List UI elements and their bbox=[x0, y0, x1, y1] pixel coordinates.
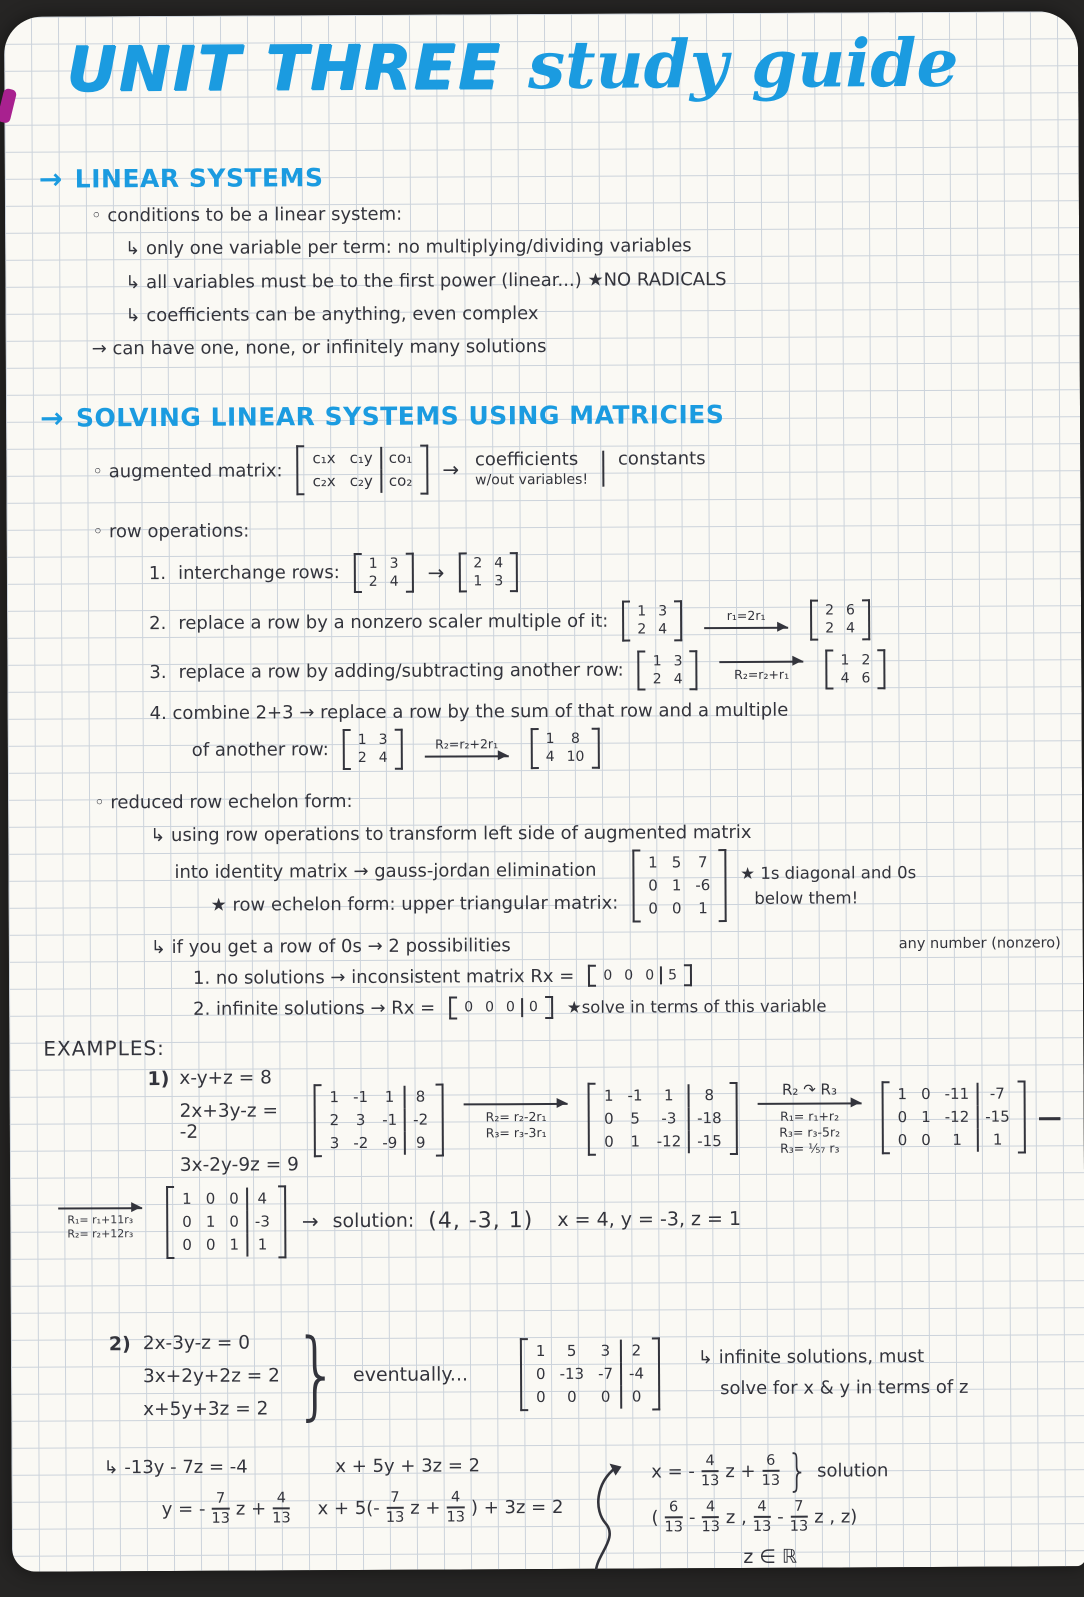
section-heading-linear-systems bbox=[39, 157, 1057, 195]
arrow-icon: → bbox=[442, 457, 460, 483]
zeros-line: ↳ if you get a row of 0s → 2 possibilities bbox=[150, 935, 511, 959]
matrix-cell: co₁ bbox=[380, 447, 420, 470]
matrix-cell: 0 bbox=[624, 967, 634, 984]
fraction: $\frac{4}{13}$ bbox=[700, 1452, 720, 1490]
op-text: replace a row by a nonzero scaler multiple of it: bbox=[178, 610, 609, 634]
matrix-cell: 6 bbox=[845, 602, 855, 619]
matrix-cell: 1 bbox=[246, 1233, 277, 1256]
op-number: 1. bbox=[148, 563, 167, 585]
matrix-cell: -12 bbox=[944, 1107, 970, 1126]
matrix-cell: c₂y bbox=[349, 472, 373, 491]
matrix-cell: 4 bbox=[840, 670, 850, 687]
matrix-cell: -15 bbox=[976, 1106, 1017, 1129]
matrix bbox=[354, 552, 414, 593]
matrix-cell: 1 bbox=[329, 1088, 340, 1107]
matrix-cell: 2 bbox=[329, 1111, 340, 1130]
curve-connector bbox=[589, 1453, 626, 1573]
matrix-cell: 0 bbox=[600, 1387, 611, 1406]
matrix-cell: 0 bbox=[229, 1189, 239, 1208]
matrix-cell: 0 bbox=[648, 899, 658, 918]
zeros-case2: 2. infinite solutions → Rx = 0 0 0 0 ★solve in terms of this variable bbox=[193, 996, 827, 1020]
matrix-cell: 5 bbox=[566, 1341, 577, 1360]
matrix-cell: 0 bbox=[536, 1387, 546, 1406]
matrix-cell: 2 bbox=[825, 620, 835, 637]
matrix-cell: -11 bbox=[944, 1084, 970, 1103]
matrix-cell: 0 bbox=[485, 999, 495, 1016]
notes-content bbox=[4, 11, 1084, 1572]
matrix-cell: -2 bbox=[353, 1133, 369, 1153]
matrix-cell: 2 bbox=[473, 555, 483, 572]
row-op-2 bbox=[149, 598, 1059, 643]
example-2-working bbox=[103, 1445, 1064, 1576]
note-line-bullet: ↳ coefficients can be anything, even complex bbox=[125, 302, 539, 327]
matrix-cell: 0 bbox=[645, 967, 655, 984]
system-brace: } bbox=[293, 1318, 340, 1431]
row-op-4-matrices bbox=[192, 726, 1060, 771]
matrix-cell: -18 bbox=[688, 1107, 729, 1130]
matrix-cell: 4 bbox=[673, 670, 683, 688]
matrix-cell: 0 bbox=[182, 1212, 192, 1231]
row-op-4-text bbox=[150, 697, 1060, 726]
matrix bbox=[343, 729, 403, 770]
matrix-cell: 0 bbox=[205, 1189, 216, 1208]
matrix-cell: -13 bbox=[559, 1364, 585, 1383]
title-study-guide: study guide bbox=[527, 23, 959, 105]
row-op-1 bbox=[149, 549, 1059, 594]
fraction: $\frac{4}{13}$ bbox=[272, 1490, 291, 1527]
matrix-cell: 2 bbox=[825, 602, 835, 619]
row-op-arrow: R₂=r₂+r₁ bbox=[712, 657, 812, 683]
matrix-cell: 7 bbox=[697, 853, 708, 872]
matrix-cell: -9 bbox=[382, 1133, 398, 1152]
arrow-line bbox=[464, 1103, 568, 1106]
matrix-cell: 2 bbox=[357, 750, 367, 767]
z-in-reals: z ∈ ℝ bbox=[743, 1545, 798, 1568]
page-title bbox=[66, 23, 1057, 146]
matrix-cell: -1 bbox=[353, 1087, 369, 1107]
matrix-cell: 9 bbox=[404, 1132, 435, 1155]
fraction: $\frac{4}{13}$ bbox=[701, 1499, 720, 1536]
section-title: LINEAR SYSTEMS bbox=[74, 163, 324, 194]
zeros-case1: 1. no solutions → inconsistent matrix Rx = 0 0 0 5 bbox=[193, 962, 1061, 989]
matrix-cell: 1 bbox=[652, 652, 662, 669]
rref-text-col: into identity matrix → gauss-jordan elimination ★ row echelon form: upper triangular matrix: bbox=[174, 859, 619, 916]
matrix bbox=[449, 996, 553, 1019]
row-op-3 bbox=[149, 648, 1059, 693]
arrow-icon: → bbox=[301, 1209, 319, 1234]
matrix-cell: 0 bbox=[567, 1387, 577, 1406]
matrix-cell: 3 bbox=[673, 652, 683, 669]
divider-bar bbox=[602, 451, 604, 487]
matrix-cell: 6 bbox=[861, 670, 871, 687]
ref-matrix bbox=[632, 849, 726, 922]
fraction: $\frac{6}{13}$ bbox=[664, 1499, 684, 1536]
arrow-icon: → bbox=[427, 560, 445, 585]
eventually-label: eventually... bbox=[352, 1363, 469, 1387]
matrix-cell: -2 bbox=[404, 1109, 435, 1132]
matrix-cell: 0 bbox=[897, 1108, 908, 1127]
matrix-cell: -15 bbox=[688, 1130, 729, 1153]
matrix-cell: 1 bbox=[182, 1189, 192, 1208]
example-2-equations: 2x-3y-z = 0 3x+2y+2z = 2 x+5y+3z = 2 bbox=[142, 1332, 280, 1420]
row-operations-label: ◦ row operations: bbox=[92, 521, 250, 543]
arrow-line bbox=[704, 627, 788, 629]
coefficients-note: coefficients w/out variables! bbox=[474, 449, 589, 489]
note-line-bullet: ↳ all variables must be to the first power (linear...) ★NO RADICALS bbox=[125, 268, 727, 293]
matrix-cell: 3 bbox=[600, 1341, 611, 1360]
example-number: 1) bbox=[147, 1067, 170, 1090]
fraction: $\frac{7}{13}$ bbox=[385, 1489, 405, 1527]
matrix-cell: 0 bbox=[604, 1132, 614, 1151]
matrix-cell: 1 bbox=[921, 1108, 931, 1127]
solution-label: solution: bbox=[332, 1209, 415, 1233]
matrix-cell: 4 bbox=[378, 750, 388, 767]
matrix-cell: -7 bbox=[976, 1083, 1017, 1106]
augmented-matrix-label: ◦ augmented matrix: bbox=[92, 460, 283, 483]
matrix bbox=[825, 649, 885, 690]
matrix-cell: -1 bbox=[382, 1110, 398, 1129]
matrix-cell: 2 bbox=[620, 1339, 651, 1362]
note-line-conditions: ◦ conditions to be a linear system: bbox=[90, 203, 403, 227]
fraction: $\frac{6}{13}$ bbox=[761, 1452, 781, 1490]
matrix-cell: 4 bbox=[846, 620, 856, 637]
matrix bbox=[166, 1185, 286, 1259]
equation-substitution: x + 5(- $\frac{7}{13}$ z + $\frac{4}{13}$ ) + 3z = 2 bbox=[317, 1489, 564, 1527]
matrix-cell: 1 bbox=[630, 1132, 641, 1151]
matrix-cell: 1 bbox=[663, 1086, 674, 1105]
augmented-matrix-note bbox=[475, 449, 706, 490]
matrix-cell: 1 bbox=[648, 853, 658, 872]
solution-tuple: ( $\frac{6}{13}$ - $\frac{4}{13}$ z , $\frac{4}{13}$ - $\frac{7}{13}$ z , z) bbox=[651, 1498, 858, 1536]
matrix-cell: 0 bbox=[620, 1385, 651, 1408]
matrix-cell: -4 bbox=[620, 1362, 651, 1385]
matrix-cell: 1 bbox=[897, 1085, 908, 1104]
op-text: combine 2+3 → replace a row by the sum of that row and a multiple bbox=[172, 699, 789, 724]
matrix-cell: 0 bbox=[464, 999, 474, 1016]
matrix-cell: 0 bbox=[648, 876, 658, 895]
matrix-cell: 0 bbox=[604, 1109, 614, 1128]
row-op-arrow: r₁=2r₁ bbox=[696, 607, 796, 633]
matrix-cell: 2 bbox=[652, 671, 662, 688]
working-right-col bbox=[651, 1445, 889, 1571]
fraction: $\frac{4}{13}$ bbox=[752, 1498, 772, 1536]
matrix-cell: 0 bbox=[921, 1131, 931, 1150]
arrow-icon: → bbox=[39, 401, 65, 436]
matrix bbox=[622, 600, 682, 641]
matrix-cell: 3 bbox=[378, 732, 388, 749]
solution-tuple: (4, -3, 1) bbox=[428, 1207, 534, 1234]
matrix-cell: 2 bbox=[637, 621, 647, 638]
matrix-cell: 1 bbox=[229, 1235, 240, 1254]
matrix-cell: 1 bbox=[840, 651, 850, 668]
matrix-cell: 3 bbox=[494, 573, 504, 590]
matrix-cell: 1 bbox=[698, 899, 708, 918]
matrix-cell: -3 bbox=[246, 1210, 277, 1233]
equation-x: x = - $\frac{4}{13}$ z + $\frac{6}{13}$ } solution bbox=[651, 1445, 889, 1497]
matrix-cell: 4 bbox=[494, 554, 504, 572]
matrix-cell: 0 bbox=[521, 998, 544, 1016]
rref-note-col: ★ 1s diagonal and 0s below them! bbox=[740, 862, 917, 908]
op-number: 4. bbox=[149, 702, 167, 724]
matrix bbox=[810, 599, 870, 640]
row-op-arrow: R₂= r₂-2r₁ R₃= r₃-3r₁ bbox=[456, 1099, 576, 1141]
matrix-cell: 5 bbox=[671, 853, 682, 872]
example-1-equations: x-y+z = 8 2x+3y-z = -2 3x-2y-9z = 9 bbox=[179, 1066, 299, 1176]
note-line-bullet: ↳ only one variable per term: no multiplying/dividing variables bbox=[125, 235, 692, 260]
example-number: 2) bbox=[108, 1332, 131, 1355]
matrix-cell: 0 bbox=[603, 967, 613, 984]
matrix-cell: 2 bbox=[861, 651, 871, 668]
matrix-cell: c₁y bbox=[349, 449, 373, 468]
matrix-cell: 8 bbox=[404, 1086, 435, 1109]
matrix bbox=[313, 1084, 444, 1158]
matrix-cell: 4 bbox=[246, 1187, 277, 1210]
continuation-dash: — bbox=[1037, 1102, 1062, 1131]
annotation-any-number: any number (nonzero) bbox=[898, 934, 1061, 952]
augmented-matrix-row bbox=[92, 442, 1058, 497]
matrix-cell: 1 bbox=[368, 555, 378, 572]
matrix-cell: 8 bbox=[570, 731, 580, 748]
matrix-cell: 5 bbox=[660, 966, 683, 984]
matrix-cell: 2 bbox=[368, 573, 378, 590]
arrow-line bbox=[58, 1207, 142, 1209]
matrix-cell: 1 bbox=[952, 1130, 962, 1149]
matrix-cell: 3 bbox=[355, 1110, 366, 1130]
arrow-line bbox=[758, 1103, 862, 1106]
working-middle-col: x + 5y + 3z = 2 x + 5(- $\frac{7}{13}$ z + $\frac{4}{13}$ ) + 3z = 2 bbox=[317, 1454, 564, 1527]
row-op-arrow: R₂=r₂+2r₁ bbox=[417, 736, 517, 762]
matrix bbox=[520, 1337, 660, 1411]
fraction: $\frac{7}{13}$ bbox=[789, 1498, 809, 1536]
zeros-row bbox=[151, 932, 1061, 958]
matrix bbox=[458, 552, 518, 593]
solution-brace: } bbox=[787, 1445, 809, 1497]
matrix-cell: 10 bbox=[566, 749, 585, 766]
matrix-cell: 1 bbox=[671, 876, 682, 895]
matrix-cell: 4 bbox=[545, 749, 555, 766]
op-text: of another row: bbox=[191, 739, 329, 761]
matrix-cell: 1 bbox=[545, 731, 555, 748]
example-2-note: ↳ infinite solutions, must solve for x & y in terms of z bbox=[697, 1346, 969, 1400]
matrix-cell: 1 bbox=[357, 732, 367, 749]
matrix-cell: 3 bbox=[658, 603, 668, 620]
arrow-line bbox=[425, 755, 509, 757]
matrix bbox=[588, 964, 692, 987]
solution-values: x = 4, y = -3, z = 1 bbox=[557, 1208, 742, 1231]
matrix-cell: 1 bbox=[637, 603, 647, 620]
matrix-cell: 1 bbox=[473, 573, 483, 590]
fraction: $\frac{7}{13}$ bbox=[211, 1490, 230, 1528]
matrix bbox=[531, 728, 600, 769]
matrix-cell: -3 bbox=[661, 1109, 677, 1128]
augmented-matrix bbox=[296, 445, 428, 496]
matrix-cell: -12 bbox=[656, 1132, 682, 1151]
matrix-cell: c₂x bbox=[312, 472, 336, 491]
arrow-icon: → bbox=[38, 162, 63, 196]
matrix-cell: 0 bbox=[229, 1212, 239, 1231]
matrix-cell: 0 bbox=[897, 1131, 908, 1150]
note-line-solutions: → can have one, none, or infinitely many solutions bbox=[91, 336, 547, 360]
matrix-cell: 1 bbox=[603, 1086, 614, 1105]
matrix-cell: -6 bbox=[695, 876, 711, 895]
matrix-cell: 0 bbox=[535, 1364, 546, 1383]
op-text: interchange rows: bbox=[177, 562, 340, 585]
matrix-cell: c₁x bbox=[312, 449, 336, 468]
matrix-cell: 0 bbox=[671, 899, 682, 918]
op-number: 2. bbox=[149, 612, 167, 634]
example-1-row1 bbox=[147, 1063, 1062, 1176]
matrix-cell: 5 bbox=[630, 1109, 640, 1128]
op-number: 3. bbox=[149, 662, 167, 684]
constants-note: constants bbox=[617, 448, 706, 471]
rref-row bbox=[150, 847, 1060, 925]
matrix-cell: -1 bbox=[627, 1086, 643, 1105]
matrix-cell: -7 bbox=[597, 1364, 614, 1383]
matrix-cell: 1 bbox=[384, 1087, 395, 1106]
matrix-cell: 3 bbox=[389, 555, 399, 572]
working-left-col: ↳ -13y - 7z = -4 y = - $\frac{7}{13}$ z + $\frac{4}{13}$ bbox=[103, 1456, 291, 1528]
matrix-cell: 1 bbox=[205, 1212, 216, 1231]
matrix-cell: co₂ bbox=[380, 470, 420, 493]
matrix-cell: 0 bbox=[920, 1085, 931, 1104]
matrix-cell: 3 bbox=[329, 1134, 340, 1153]
examples-heading: EXAMPLES: bbox=[43, 1035, 165, 1061]
matrix-cell: 4 bbox=[389, 573, 399, 590]
matrix-cell: 8 bbox=[688, 1084, 729, 1107]
row-op-arrow: R₂ ↷ R₃ R₁= r₁+r₂ R₃= r₃-5r₂ R₃= ¹⁄₅₇ r₃ bbox=[749, 1080, 869, 1156]
matrix bbox=[588, 1082, 738, 1156]
matrix-cell: 1 bbox=[976, 1129, 1017, 1152]
op-text: replace a row by adding/subtracting another row: bbox=[178, 659, 624, 684]
rref-label: ◦ reduced row echelon form: bbox=[93, 790, 353, 813]
notebook-page bbox=[4, 11, 1084, 1572]
example-2-row bbox=[108, 1318, 1063, 1431]
matrix bbox=[638, 650, 698, 691]
section-title: SOLVING LINEAR SYSTEMS USING MATRICIES bbox=[75, 400, 725, 433]
row-op-arrow: R₁= r₁+11r₃ R₂= r₂+12r₃ bbox=[50, 1203, 150, 1241]
example-1-row2 bbox=[50, 1181, 1062, 1259]
matrix-cell: 0 bbox=[205, 1235, 216, 1254]
matrix-cell: 1 bbox=[535, 1341, 546, 1360]
title-unit-three: UNIT THREE bbox=[66, 30, 503, 106]
fraction: $\frac{4}{13}$ bbox=[446, 1489, 466, 1526]
matrix-cell: 0 bbox=[505, 999, 516, 1016]
rref-line1: ↳ using row operations to transform left side of augmented matrix bbox=[150, 821, 752, 846]
matrix bbox=[881, 1081, 1025, 1155]
matrix-cell: 0 bbox=[182, 1235, 192, 1254]
arrow-line bbox=[720, 661, 804, 663]
section-heading-solving-matrices bbox=[40, 397, 1058, 435]
equation-y: y = - $\frac{7}{13}$ z + $\frac{4}{13}$ bbox=[161, 1490, 291, 1528]
solution-label: solution bbox=[816, 1459, 889, 1482]
matrix-cell: 4 bbox=[658, 621, 668, 638]
